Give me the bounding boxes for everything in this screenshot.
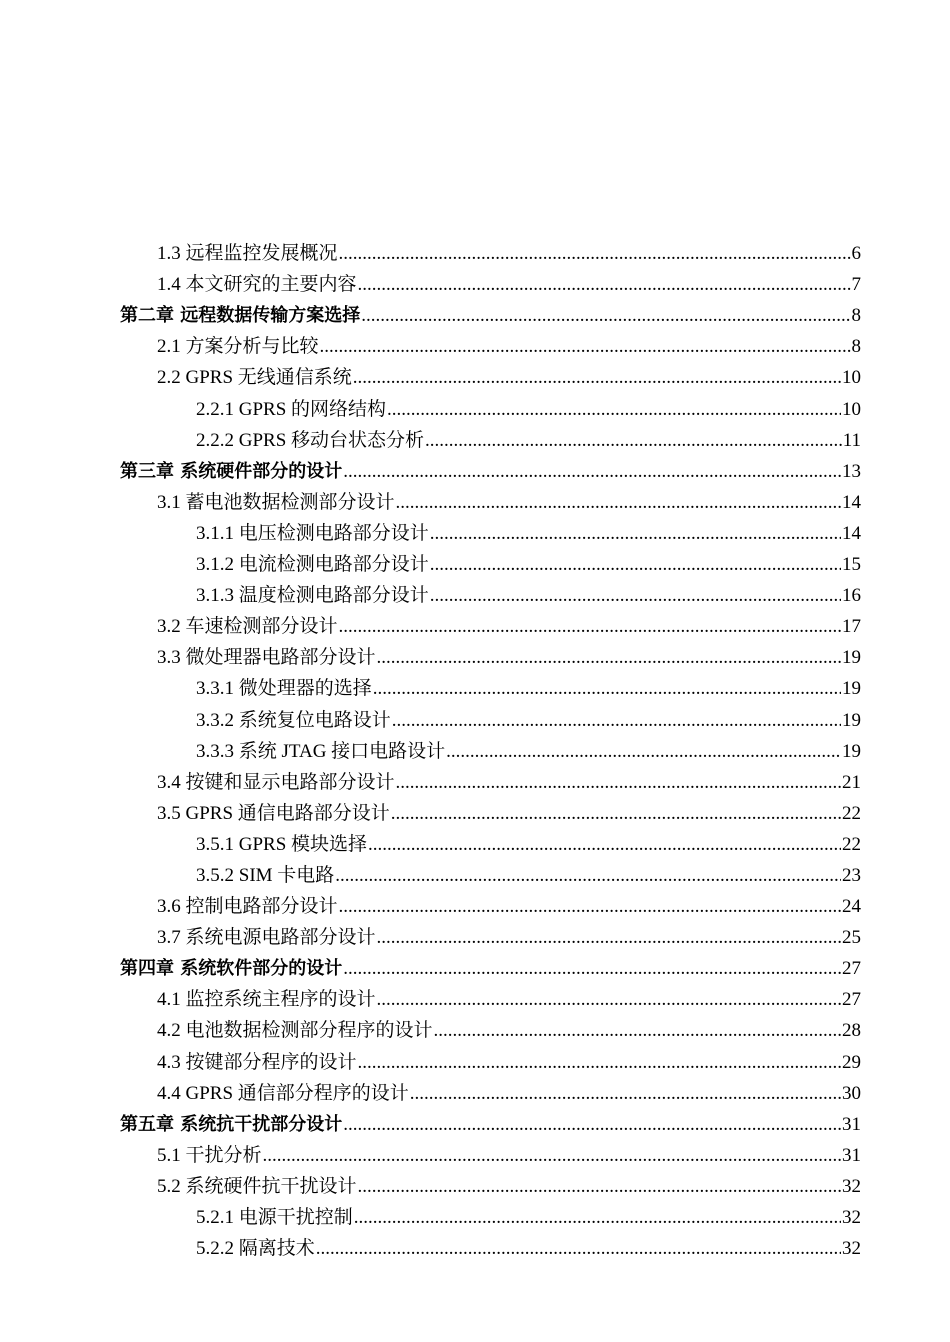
toc-section-entry[interactable] (0, 546, 950, 577)
toc-dot-leader (358, 273, 851, 297)
toc-page-number: 27 (842, 989, 861, 1011)
toc-section-entry[interactable] (0, 608, 950, 639)
toc-section-entry[interactable] (0, 1012, 950, 1043)
toc-page-number: 32 (842, 1238, 861, 1260)
toc-entry-title: 5.2.1 电源干扰控制 (196, 1207, 353, 1228)
toc-section-entry[interactable] (0, 670, 950, 701)
toc-dot-leader (354, 1206, 841, 1230)
toc-dot-leader (368, 833, 841, 857)
toc-entry-title: 3.3.3 系统 JTAG 接口电路设计 (196, 740, 446, 762)
toc-dot-leader (396, 771, 841, 795)
toc-dot-leader (430, 553, 841, 577)
toc-page-number: 19 (842, 740, 861, 762)
toc-entry-title: 第五章 系统抗干扰部分设计 (120, 1113, 343, 1135)
toc-section-entry[interactable] (0, 235, 950, 266)
toc-dot-leader (343, 1113, 841, 1137)
toc-section-entry[interactable] (0, 1137, 950, 1168)
toc-dot-leader (410, 1082, 841, 1106)
toc-dot-leader (373, 677, 841, 701)
toc-section-entry[interactable] (0, 1199, 950, 1230)
toc-chapter-entry[interactable] (0, 453, 950, 484)
toc-dot-leader (339, 895, 841, 919)
toc-dot-leader (392, 709, 841, 733)
toc-page-number: 19 (842, 709, 861, 731)
toc-entry-title: 4.1 监控系统主程序的设计 (157, 989, 376, 1011)
toc-section-entry[interactable] (0, 701, 950, 732)
toc-dot-leader (339, 615, 841, 639)
toc-page-number: 15 (842, 554, 861, 576)
toc-page-number: 8 (851, 305, 861, 327)
toc-entry-title: 3.2 车速检测部分设计 (157, 616, 338, 638)
toc-dot-leader (430, 522, 841, 546)
toc-entry-title: 3.5.2 SIM 卡电路 (196, 864, 335, 886)
toc-section-entry[interactable] (0, 266, 950, 297)
toc-page-number: 22 (842, 802, 861, 824)
toc-section-entry[interactable] (0, 328, 950, 359)
toc-entry-title: 5.2 系统硬件抗干扰设计 (157, 1175, 357, 1197)
toc-dot-leader (335, 864, 841, 888)
table-of-contents (0, 235, 950, 1261)
toc-page-number: 24 (842, 896, 861, 918)
toc-dot-leader (353, 366, 841, 390)
toc-section-entry[interactable] (0, 577, 950, 608)
toc-entry-title: 3.1.2 电流检测电路部分设计 (196, 554, 429, 576)
toc-entry-title: 3.3.1 微处理器的选择 (196, 678, 372, 700)
toc-dot-leader (387, 398, 841, 422)
toc-entry-title: 3.7 系统电源电路部分设计 (157, 927, 376, 949)
toc-entry-title: 4.3 按键部分程序的设计 (157, 1051, 357, 1073)
toc-entry-title: 2.2 GPRS 无线通信系统 (157, 367, 352, 389)
toc-page-number: 27 (842, 958, 861, 980)
toc-section-entry[interactable] (0, 919, 950, 950)
toc-page-number: 19 (842, 647, 861, 669)
toc-dot-leader (377, 926, 841, 950)
toc-entry-title: 第四章 系统软件部分的设计 (120, 958, 343, 980)
toc-entry-title: 3.1 蓄电池数据检测部分设计 (157, 491, 395, 513)
toc-dot-leader (425, 429, 842, 453)
toc-page-number: 16 (842, 585, 861, 607)
toc-page-number: 13 (842, 460, 861, 482)
toc-page-number: 32 (842, 1175, 861, 1197)
toc-entry-title: 1.4 本文研究的主要内容 (157, 274, 357, 296)
toc-entry-title: 3.1.3 温度检测电路部分设计 (196, 585, 429, 607)
toc-page-number: 10 (842, 398, 861, 420)
toc-page-number: 10 (842, 367, 861, 389)
toc-section-entry[interactable] (0, 795, 950, 826)
toc-page-number: 31 (842, 1113, 861, 1135)
toc-page-number: 28 (842, 1020, 861, 1042)
toc-dot-leader (358, 1051, 841, 1075)
toc-dot-leader (343, 460, 841, 484)
toc-page-number: 14 (842, 491, 861, 513)
toc-entry-title: 1.3 远程监控发展概况 (157, 243, 338, 265)
toc-section-entry[interactable] (0, 1075, 950, 1106)
toc-dot-leader (377, 646, 841, 670)
toc-page-number: 23 (842, 864, 861, 886)
toc-section-entry[interactable] (0, 1043, 950, 1074)
toc-page-number: 7 (851, 274, 861, 296)
toc-section-entry[interactable] (0, 1230, 950, 1261)
toc-entry-title: 2.2.2 GPRS 移动台状态分析 (196, 429, 425, 451)
toc-section-entry[interactable] (0, 857, 950, 888)
toc-section-entry[interactable] (0, 515, 950, 546)
toc-page-number: 14 (842, 522, 861, 544)
toc-entry-title: 5.1 干扰分析 (157, 1144, 262, 1166)
toc-dot-leader (361, 304, 850, 328)
toc-section-entry[interactable] (0, 639, 950, 670)
toc-entry-title: 3.3.2 系统复位电路设计 (196, 709, 391, 731)
toc-dot-leader (391, 802, 841, 826)
toc-dot-leader (339, 242, 851, 266)
toc-entry-title: 5.2.2 隔离技术 (196, 1238, 315, 1260)
toc-section-entry[interactable] (0, 484, 950, 515)
toc-entry-title: 3.5.1 GPRS 模块选择 (196, 833, 368, 855)
toc-page-number: 19 (842, 678, 861, 700)
toc-page-number: 21 (842, 771, 861, 793)
toc-entry-title: 3.3 微处理器电路部分设计 (157, 647, 376, 669)
toc-dot-leader (263, 1144, 841, 1168)
toc-section-entry[interactable] (0, 981, 950, 1012)
toc-dot-leader (358, 1175, 841, 1199)
toc-page-number: 30 (842, 1082, 861, 1104)
toc-entry-title: 4.4 GPRS 通信部分程序的设计 (157, 1082, 409, 1104)
toc-page-number: 29 (842, 1051, 861, 1073)
toc-entry-title: 第二章 远程数据传输方案选择 (120, 305, 361, 327)
toc-dot-leader (434, 1019, 841, 1043)
toc-section-entry[interactable] (0, 359, 950, 390)
toc-entry-title: 3.1.1 电压检测电路部分设计 (196, 522, 429, 544)
toc-section-entry[interactable] (0, 390, 950, 421)
toc-dot-leader (446, 740, 841, 764)
toc-dot-leader (396, 491, 841, 515)
toc-entry-title: 2.1 方案分析与比较 (157, 336, 319, 358)
toc-dot-leader (430, 584, 841, 608)
toc-dot-leader (377, 988, 841, 1012)
toc-section-entry[interactable] (0, 764, 950, 795)
toc-entry-title: 3.4 按键和显示电路部分设计 (157, 771, 395, 793)
toc-dot-leader (316, 1237, 841, 1261)
toc-entry-title: 2.2.1 GPRS 的网络结构 (196, 398, 387, 420)
toc-section-entry[interactable] (0, 422, 950, 453)
toc-section-entry[interactable] (0, 1168, 950, 1199)
toc-section-entry[interactable] (0, 826, 950, 857)
toc-section-entry[interactable] (0, 888, 950, 919)
toc-page-number: 31 (842, 1144, 861, 1166)
toc-page-number: 25 (842, 927, 861, 949)
toc-dot-leader (320, 335, 851, 359)
toc-chapter-entry[interactable] (0, 1106, 950, 1137)
toc-entry-title: 3.5 GPRS 通信电路部分设计 (157, 802, 390, 824)
toc-chapter-entry[interactable] (0, 297, 950, 328)
toc-entry-title: 第三章 系统硬件部分的设计 (120, 460, 343, 482)
toc-section-entry[interactable] (0, 733, 950, 764)
toc-chapter-entry[interactable] (0, 950, 950, 981)
toc-page-number: 11 (842, 429, 861, 451)
toc-dot-leader (343, 957, 841, 981)
toc-page-number: 22 (842, 833, 861, 855)
toc-page-number: 32 (842, 1207, 861, 1228)
toc-page-number: 8 (851, 336, 861, 358)
toc-entry-title: 3.6 控制电路部分设计 (157, 896, 338, 918)
toc-entry-title: 4.2 电池数据检测部分程序的设计 (157, 1020, 433, 1042)
toc-page-number: 6 (851, 243, 861, 265)
toc-page-number: 17 (842, 616, 861, 638)
